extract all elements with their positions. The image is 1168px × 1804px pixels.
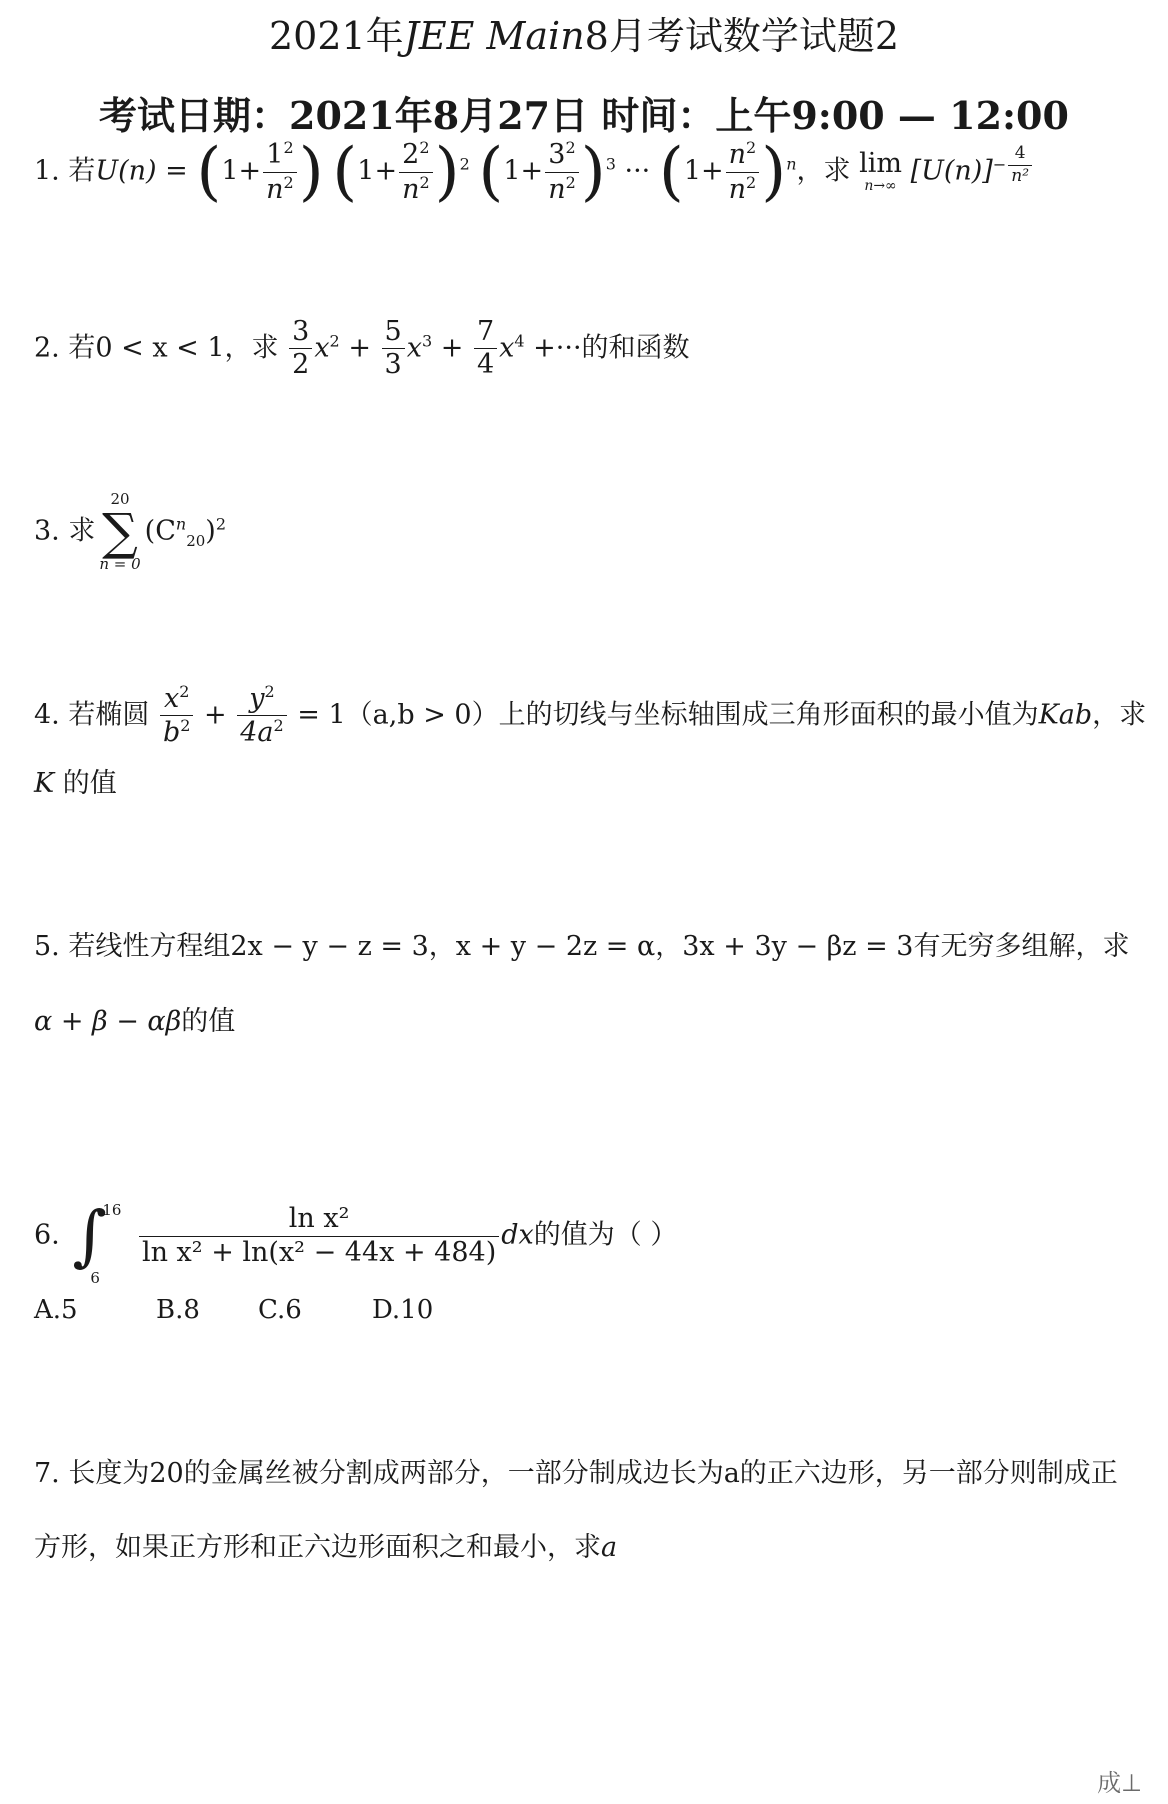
- question-5: 5. 若线性方程组2x − y − z = 3，x + y − 2z = α，3x + 3y − βz = 3有无穷多组解，求: [34, 931, 1130, 962]
- limit-operator: lim n→∞: [859, 148, 902, 195]
- choice-a: A.5: [34, 1295, 78, 1325]
- choice-c: C.6: [258, 1295, 302, 1325]
- question-3: 3. 求 20 ∑ n = 0 $(C^n_{20})^2$: [34, 490, 227, 573]
- question-5-line-2: α + β − αβ的值: [34, 1006, 236, 1037]
- question-4: 4. 若椭圆 $\frac{x^2}{b^2}$ + $\frac{y^2}{4a^2}$ = 1（a,b > 0）上的切线与坐标轴围成三角形面积的最小值为Kab，求: [34, 682, 1147, 749]
- integral-icon: ∫ 16 6: [72, 1197, 122, 1287]
- question-6: 6. ∫ 16 6 $\frac{\text{ln x²}}{\text{ln x² + ln(x² − 44x + 484)}}$ dx的值为（ ）: [34, 1197, 678, 1287]
- question-4-line-2: K 的值: [34, 768, 117, 799]
- choice-b: B.8: [156, 1295, 200, 1325]
- summation-icon: 20 ∑ n = 0: [99, 490, 141, 573]
- exam-title: 2021年JEE Main8月考试数学试题2: [268, 14, 900, 58]
- exam-title-em: JEE Main: [403, 14, 585, 58]
- question-2: 2. 若0 < x < 1，求 $\frac{3}{2}$ $x^2$ + $\frac{5}{3}$ $x^3$ + $\frac{7}{4}$ $x^4$ +···的和函数: [34, 316, 690, 381]
- question-1: 1. 若U(n) = (1+ $\frac{1^2}{n^2}$ ) (1+ $\frac{2^2}{n^2}$ )$^2$ (1+ $\frac{3^2}{n^2}$ )$^3$ ··· (1+ $\frac{n^2}{n^2}$ )$^n$，求 lim n→∞ $[U(n)]^{- \frac{4}{\text{n²}}}$: [34, 140, 1134, 204]
- watermark-logo: 成⊥: [1097, 1769, 1142, 1797]
- choice-d: D.10: [372, 1295, 434, 1325]
- question-7-line-2: 方形，如果正方形和正六边形面积之和最小，求a: [34, 1532, 618, 1563]
- exam-date-time: 考试日期：2021年8月27日 时间：上午9:00 — 12:00: [99, 93, 1069, 138]
- question-7: 7. 长度为20的金属丝被分割成两部分，一部分制成边长为a的正六边形，另一部分则制成正: [34, 1458, 1118, 1489]
